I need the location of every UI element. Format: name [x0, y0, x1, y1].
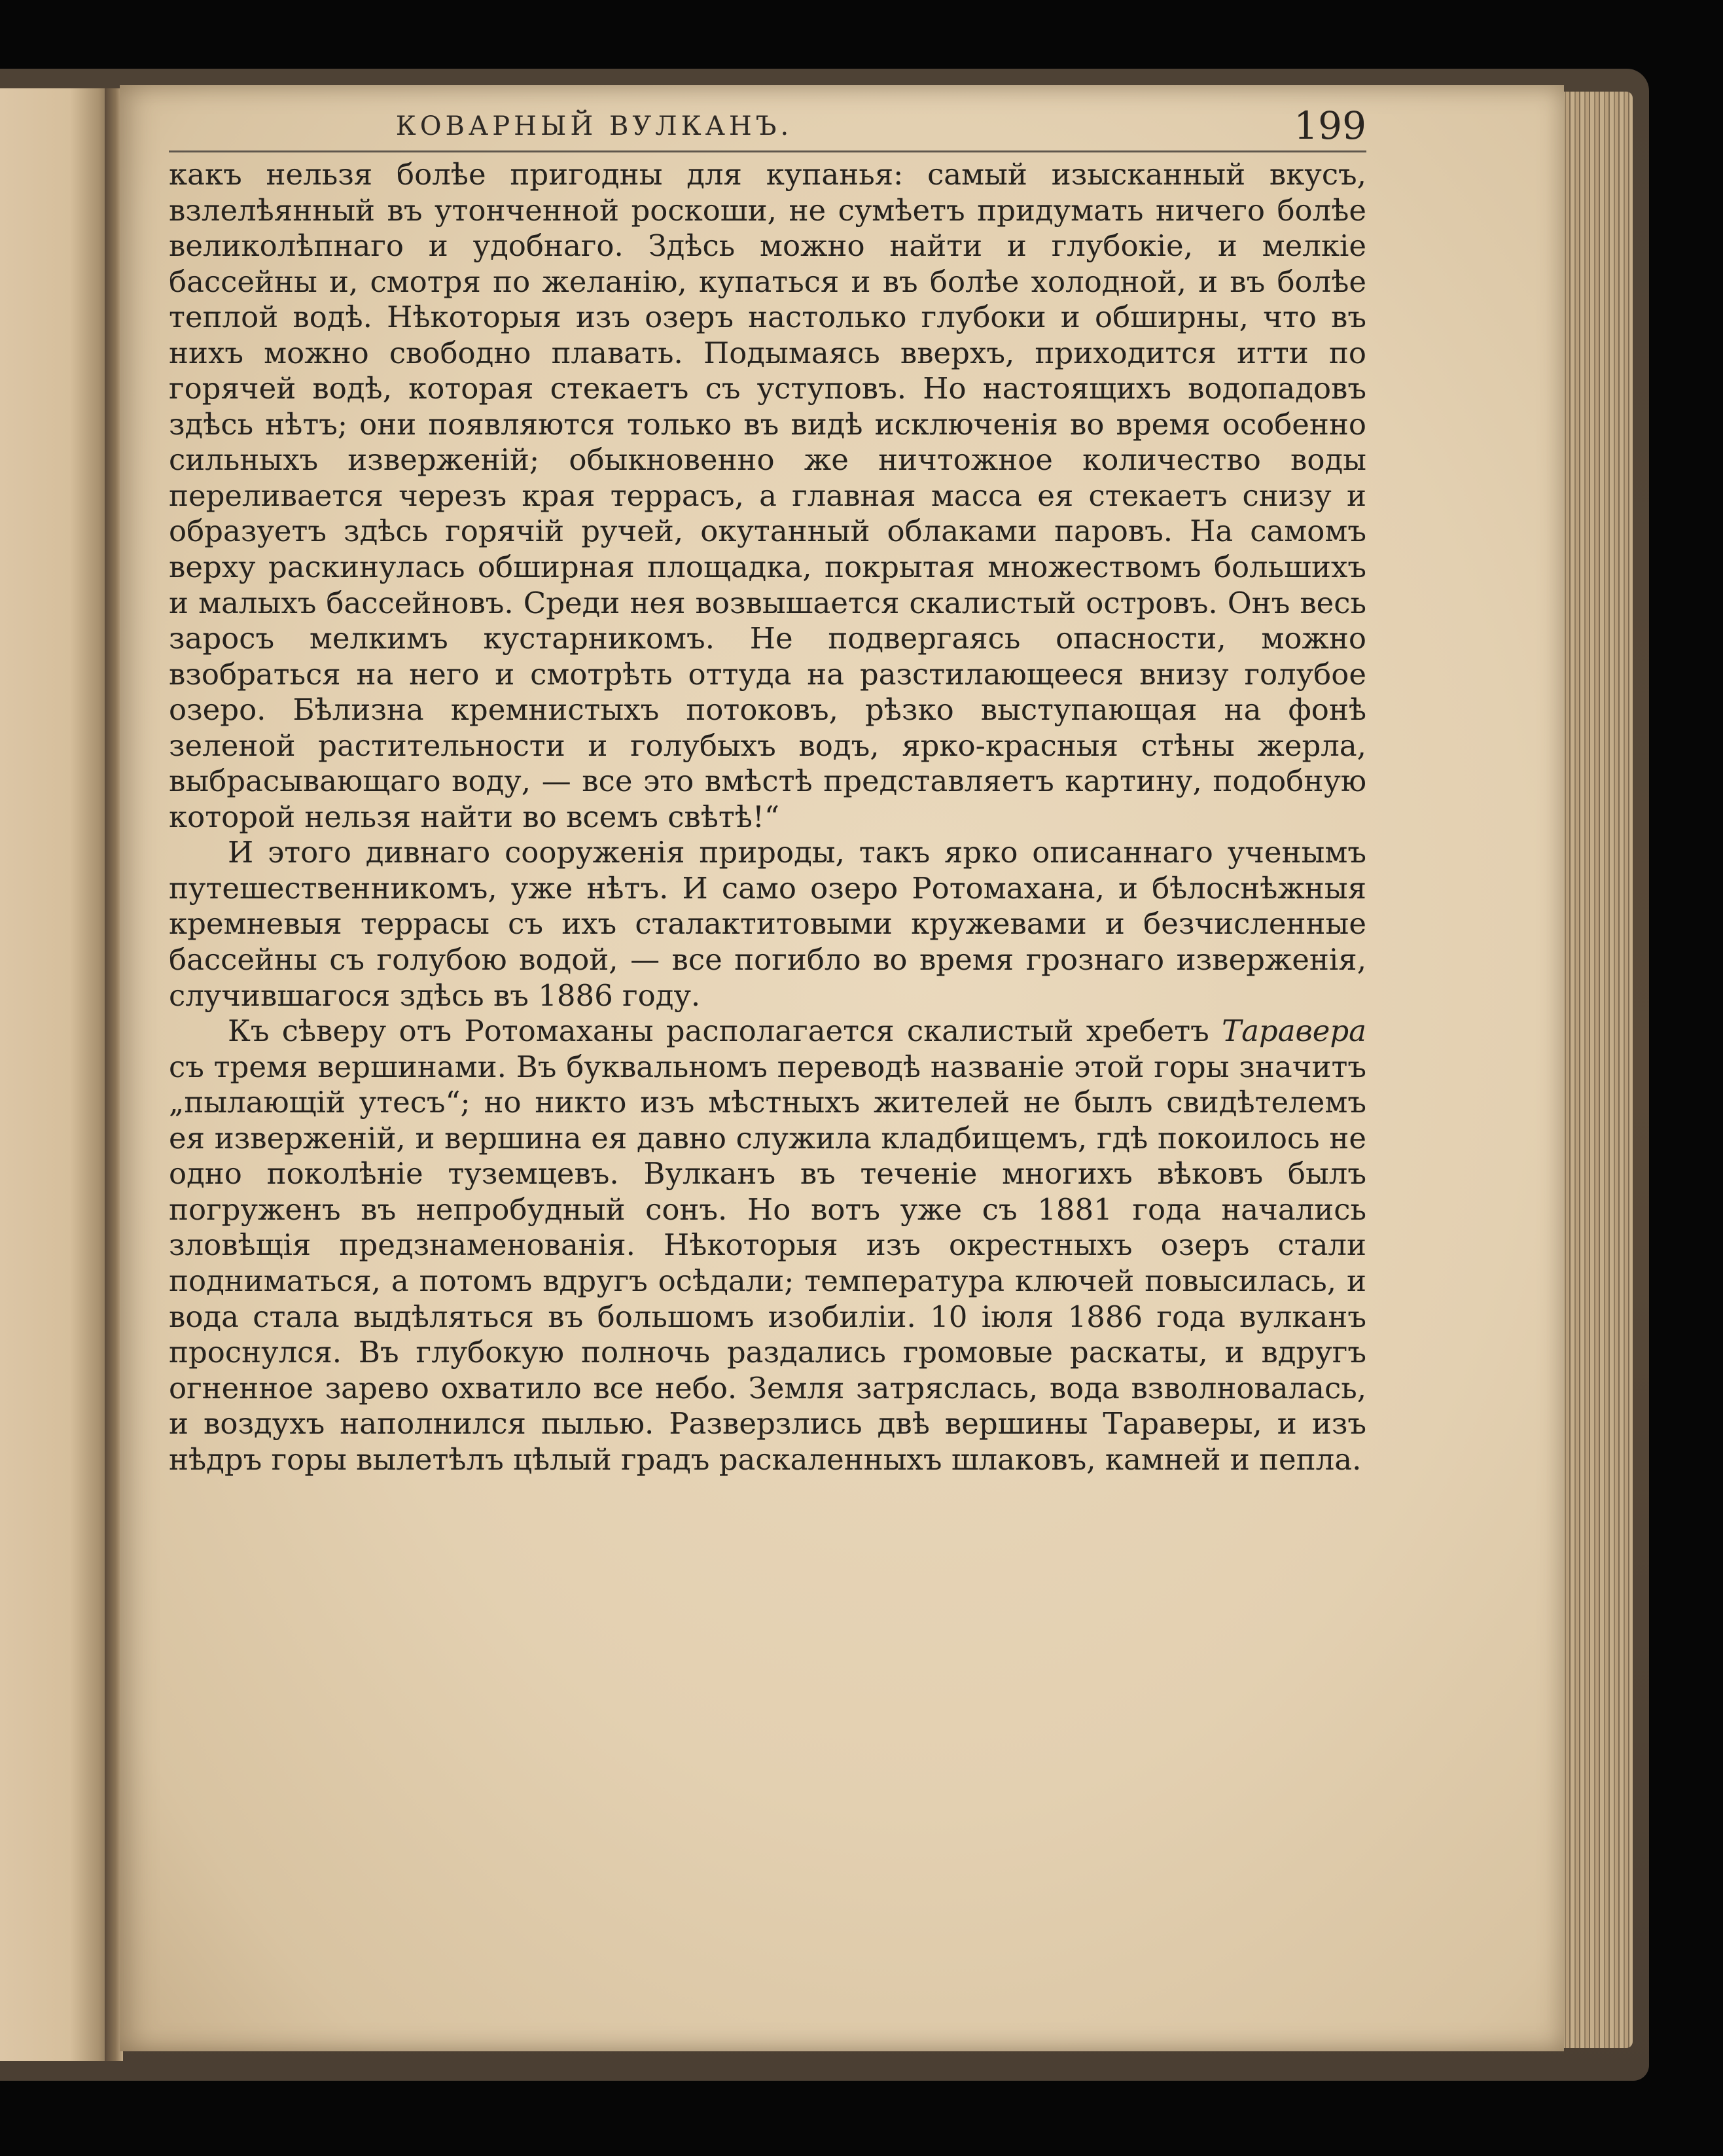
paragraph-1: какъ нельзя болѣе пригодны для купанья: самый изысканный вкусъ, взлелѣянный въ утонченной роскоши, не сумѣетъ придумать ничего болѣе великолѣпнаго и удобнаго. Здѣсь можно найти и глубокіе, и мелкіе бассейны и, смотря по желанію, купаться и въ болѣе холодной, и въ болѣе теплой водѣ. Нѣкоторыя изъ озеръ настолько глубоки и обширны, что въ нихъ можно свободно плавать. Подымаясь вверхъ, приходится итти по горячей водѣ, которая стекаетъ съ уступовъ. Но настоящихъ водопадовъ здѣсь нѣтъ; они появляются только въ видѣ исключенія во время особенно сильныхъ изверженій; обыкновенно же ничтожное количество воды переливается черезъ края террасъ, а главная масса ея стекаетъ снизу и образуетъ здѣсь горячій ручей, окутанный облаками паровъ. На самомъ верху раскинулась обширная площадка, покрытая множествомъ большихъ и малыхъ бассейновъ. Среди нея возвышается скалистый островъ. Онъ весь заросъ мелкимъ кустарникомъ. Не подвергаясь опасности, можно взобраться на него и смотрѣть оттуда на разстилающееся внизу голубое озеро. Бѣлизна кремнистыхъ потоковъ, рѣзко выступающая на фонѣ зеленой растительности и голубыхъ водъ, ярко-красныя стѣны жерла, выбрасывающаго воду, — все это вмѣстѣ представляетъ картину, подобную которой нельзя найти во всемъ свѣтѣ!“	[169, 157, 1366, 834]
page-number: 199	[1294, 103, 1366, 148]
running-title: КОВАРНЫЙ ВУЛКАНЪ.	[395, 111, 793, 141]
left-page-margin	[0, 88, 116, 2061]
paragraph-3-rest: съ тремя вершинами. Въ буквальномъ переводѣ названіе этой горы значитъ „пылающій утесъ“; но никто изъ мѣстныхъ жителей не былъ свидѣтелемъ ея изверженій, и вершина ея давно служила кладбищемъ, гдѣ покоилось не одно поколѣніе туземцевъ. Вулканъ въ теченіе многихъ вѣковъ былъ погруженъ въ непробудный сонъ. Но вотъ уже съ 1881 года начались зловѣщія предзнаменованія. Нѣкоторыя изъ окрестныхъ озеръ стали подниматься, а потомъ вдругъ осѣдали; температура ключей повысилась, и вода стала выдѣляться въ большомъ изобиліи. 10 іюля 1886 года вулканъ проснулся. Въ глубокую полночь раздались громовые раскаты, и вдругъ огненное зарево охватило все небо. Земля затряслась, вода взволновалась, и воздухъ наполнился пылью. Разверзлись двѣ вершины Тараверы, и изъ нѣдръ горы вылетѣлъ цѣлый градъ раскаленныхъ шлаковъ, камней и пепла.	[169, 1049, 1366, 1477]
paragraph-3-start: Къ сѣверу отъ Ротомаханы располагается скалистый хребетъ	[228, 1014, 1209, 1049]
running-header	[169, 98, 1366, 152]
body-text	[169, 157, 1366, 1477]
paragraph-3	[169, 1014, 1366, 1477]
page-edges	[1561, 92, 1633, 2048]
italic-mountain-name: Таравера	[1222, 1014, 1366, 1049]
paragraph-2: И этого дивнаго сооруженія природы, такъ ярко описаннаго ученымъ путешественникомъ, уже нѣтъ. И само озеро Ротомахана, и бѣлоснѣжныя кремневыя террасы съ ихъ сталактитовыми кружевами и безчисленные бассейны съ голубою водой, — все погибло во время грознаго изверженія, случившагося здѣсь въ 1886 году.	[169, 835, 1366, 1013]
